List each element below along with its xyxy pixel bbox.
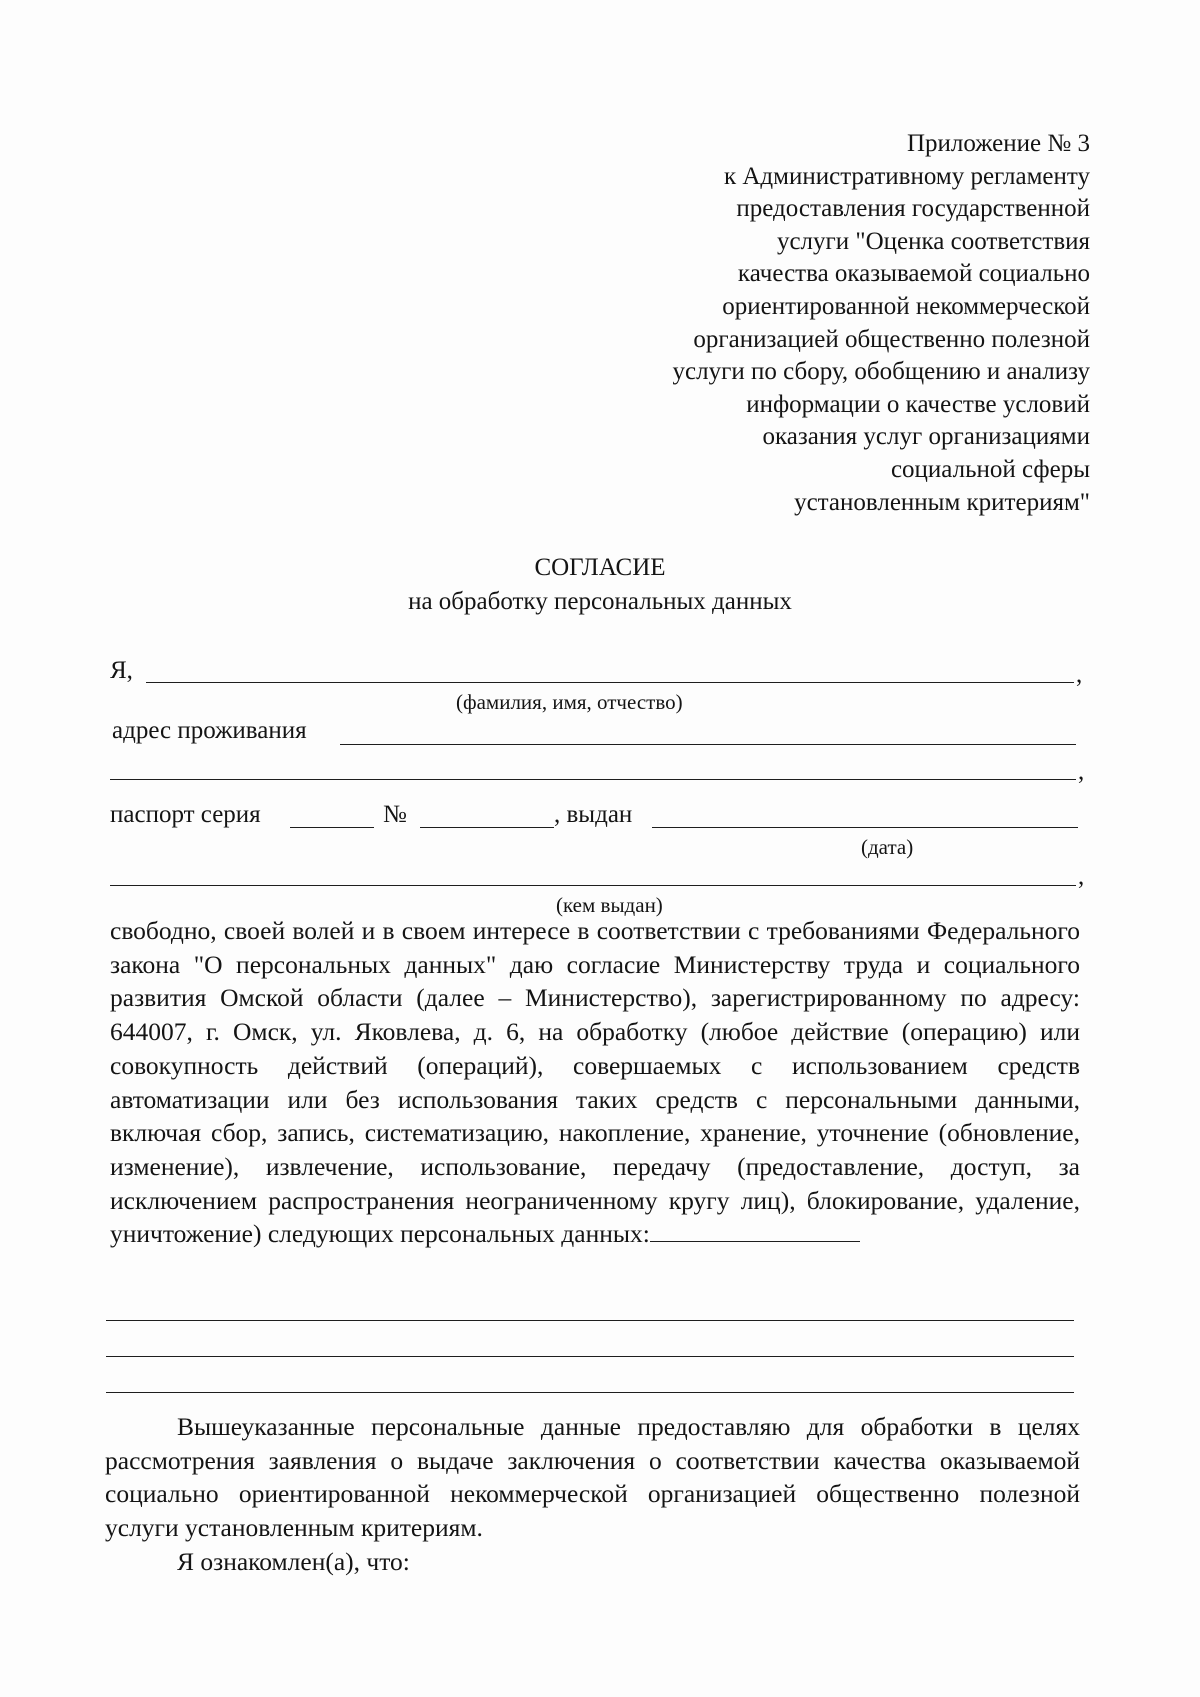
issue-date-line[interactable] <box>652 827 1078 828</box>
date-hint: (дата) <box>861 835 914 859</box>
issued-by-hint: (кем выдан) <box>556 893 663 917</box>
appendix-line: услуги "Оценка соответствия <box>776 227 1090 255</box>
issued-label: , выдан <box>554 801 633 828</box>
purpose-paragraph: Вышеуказанные персональные данные предоставляю для обработки в целях рассмотрения заявления о выдаче заключения о соответствии качества оказываемой социально ориентированной некоммерческой организацией общественно полезной услуги установленным критериям. <box>105 1412 1080 1543</box>
appendix-line: предоставления государственной <box>736 195 1090 223</box>
passport-number-line[interactable] <box>420 827 554 828</box>
appendix-line: оказания услуг организациями <box>762 423 1090 451</box>
appendix-line: к Административному регламенту <box>723 162 1090 190</box>
consent-text: свободно, своей волей и в своем интересе в соответствии с требованиями Федерального закона "О персональных данных" даю согласие Министерству труда и социального развития Омской области (далее – Министерство), зарегистрированному по адресу: 644007, г. Омск, ул. Яковлева, д. 6, на обработку (любое действие (операцию) или совокупность действий (операций), совершаемых с использованием средств автоматизации или без использования таких средств с персональными данными, включая сбор, запись, систематизацию, накопление, хранение, уточнение (обновление, изменение), извлечение, использование, передачу (предоставление, доступ, за исключением распространения неограниченному кругу лиц), блокирование, удаление, уничтожение) следующих персональных данных: <box>110 916 1080 1249</box>
personal-data-line-2[interactable] <box>106 1320 1074 1321</box>
fio-hint: (фамилия, имя, отчество) <box>456 690 683 714</box>
passport-number-label: № <box>383 801 407 828</box>
purpose-section <box>105 1410 1080 1579</box>
passport-series-line[interactable] <box>290 827 374 828</box>
appendix-line: Приложение № 3 <box>906 130 1090 157</box>
issued-by-line[interactable] <box>110 885 1076 886</box>
appendix-line: организацией общественно полезной <box>693 325 1090 353</box>
acknowledge-paragraph: Я ознакомлен(а), что: <box>177 1546 410 1576</box>
personal-data-line-3[interactable] <box>106 1356 1074 1357</box>
address-field-line-2[interactable] <box>110 779 1076 780</box>
passport-series-label: паспорт серия <box>110 801 261 828</box>
address-label: адрес проживания <box>112 717 307 744</box>
fio-field-line[interactable] <box>146 682 1074 683</box>
issued-by-comma: , <box>1078 863 1085 890</box>
appendix-line: услуги по сбору, обобщению и анализу <box>672 358 1090 386</box>
document-title: СОГЛАСИЕ <box>534 554 666 581</box>
appendix-header <box>673 128 1090 519</box>
personal-data-line-4[interactable] <box>106 1392 1074 1393</box>
appendix-line: информации о качестве условий <box>746 390 1090 418</box>
personal-data-line[interactable] <box>650 1219 860 1242</box>
appendix-line: установленным критериям" <box>794 488 1090 516</box>
fio-comma: , <box>1076 661 1083 688</box>
i-label: Я, <box>110 657 133 684</box>
appendix-line: социальной сферы <box>890 455 1090 483</box>
consent-paragraph <box>110 914 1080 1251</box>
document-subtitle: на обработку персональных данных <box>408 588 792 615</box>
appendix-line: ориентированной некоммерческой <box>722 292 1090 320</box>
appendix-line: качества оказываемой социально <box>737 260 1090 288</box>
address-comma: , <box>1078 758 1085 785</box>
address-field-line[interactable] <box>340 744 1076 745</box>
